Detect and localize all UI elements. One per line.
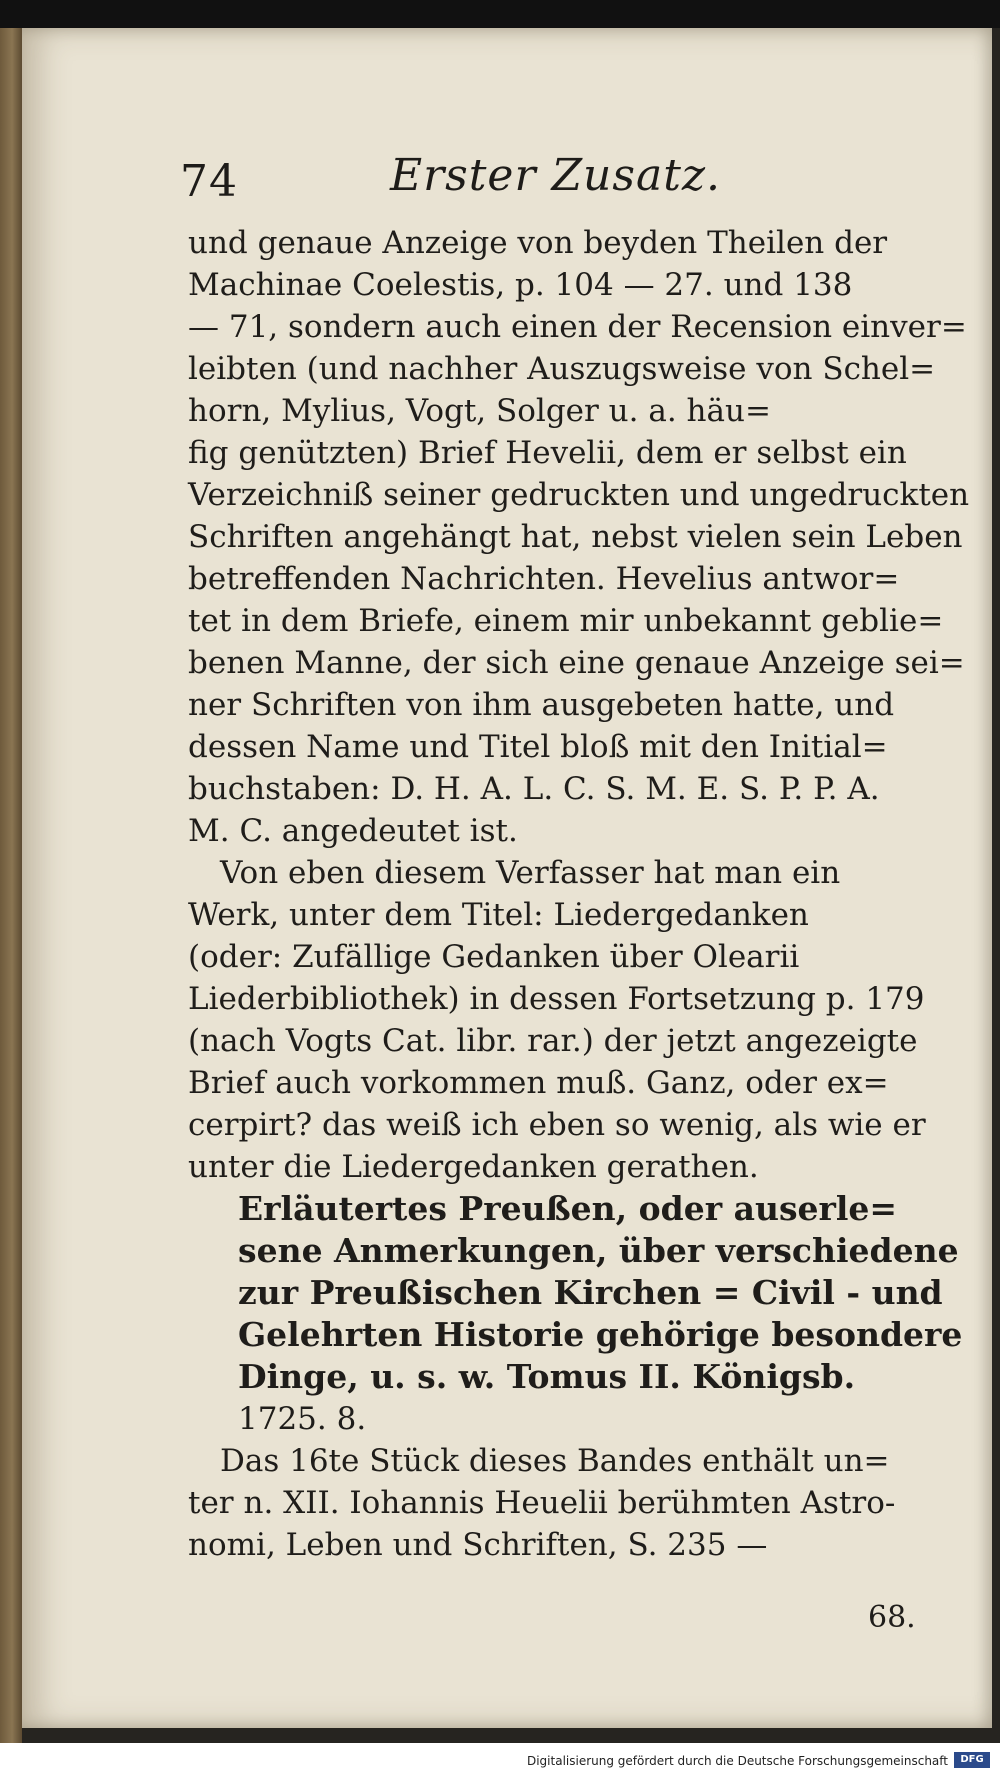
dfg-logo: DFG [954, 1752, 990, 1768]
text-line: unter die Liedergedanken gerathen. [188, 1149, 759, 1185]
text-line: M. C. angedeutet ist. [188, 813, 518, 849]
text-line: (nach Vogts Cat. libr. rar.) der jetzt angezeigte [188, 1023, 918, 1059]
text-line: Das 16te Stück dieses Bandes enthält un= [220, 1443, 890, 1479]
text-line: Brief auch vorkommen muß. Ganz, oder ex= [188, 1065, 889, 1101]
bibliographic-entry-line: Dinge, u. s. w. Tomus II. Königsb. [238, 1357, 856, 1396]
bibliographic-entry-line: zur Preußischen Kirchen = Civil - und [238, 1273, 943, 1312]
scan-top-edge [0, 0, 1000, 28]
page-number: 74 [180, 156, 238, 207]
text-line: dessen Name und Titel bloß mit den Initial= [188, 729, 888, 765]
digitization-footer [0, 1743, 1000, 1777]
text-line: cerpirt? das weiß ich eben so wenig, als wie er [188, 1107, 926, 1143]
text-line: Von eben diesem Verfasser hat man ein [220, 855, 841, 891]
text-line: Verzeichniß seiner gedruckten und ungedruckten [188, 477, 970, 513]
bibliographic-entry-line: 1725. 8. [238, 1401, 367, 1437]
running-head [160, 142, 860, 212]
text-line: Liederbibliothek) in dessen Fortsetzung p. 179 [188, 981, 925, 1017]
text-line: Machinae Coelestis, p. 104 — 27. und 138 [188, 267, 853, 303]
text-line: nomi, Leben und Schriften, S. 235 — [188, 1527, 768, 1563]
bibliographic-entry-line: Erläutertes Preußen, oder auserle= [238, 1189, 898, 1228]
text-line: Schriften angehängt hat, nebst vielen sein Leben [188, 519, 963, 555]
text-line: — 71, sondern auch einen der Recension einver= [188, 309, 967, 345]
bibliographic-entry-line: sene Anmerkungen, über verschiedene [238, 1231, 959, 1270]
funding-credit: Digitalisierung gefördert durch die Deutsche Forschungsgemeinschaft [526, 1754, 948, 1768]
text-line: Werk, unter dem Titel: Liedergedanken [188, 897, 809, 933]
text-line: leibten (und nachher Auszugsweise von Schel= [188, 351, 936, 387]
text-line: tet in dem Briefe, einem mir unbekannt geblie= [188, 603, 944, 639]
page-text [188, 222, 970, 1566]
running-title: Erster Zusatz. [390, 150, 722, 201]
bibliographic-entry-line: Gelehrten Historie gehörige besondere [238, 1315, 963, 1354]
text-line: buchstaben: D. H. A. L. C. S. M. E. S. P. P. A. [188, 771, 880, 807]
text-line: (oder: Zufällige Gedanken über Olearii [188, 939, 800, 975]
text-line: horn, Mylius, Vogt, Solger u. a. häu= [188, 393, 771, 429]
text-line: betreffenden Nachrichten. Hevelius antwor= [188, 561, 900, 597]
text-line: ner Schriften von ihm ausgebeten hatte, und [188, 687, 895, 723]
book-spine [0, 28, 22, 1743]
text-line: fig genützten) Brief Hevelii, dem er selbst ein [188, 435, 907, 471]
text-line: ter n. XII. Iohannis Heuelii berühmten Astro- [188, 1485, 896, 1521]
catchword: 68. [868, 1600, 916, 1635]
text-line: benen Manne, der sich eine genaue Anzeige sei= [188, 645, 965, 681]
text-line: und genaue Anzeige von beyden Theilen der [188, 225, 888, 261]
